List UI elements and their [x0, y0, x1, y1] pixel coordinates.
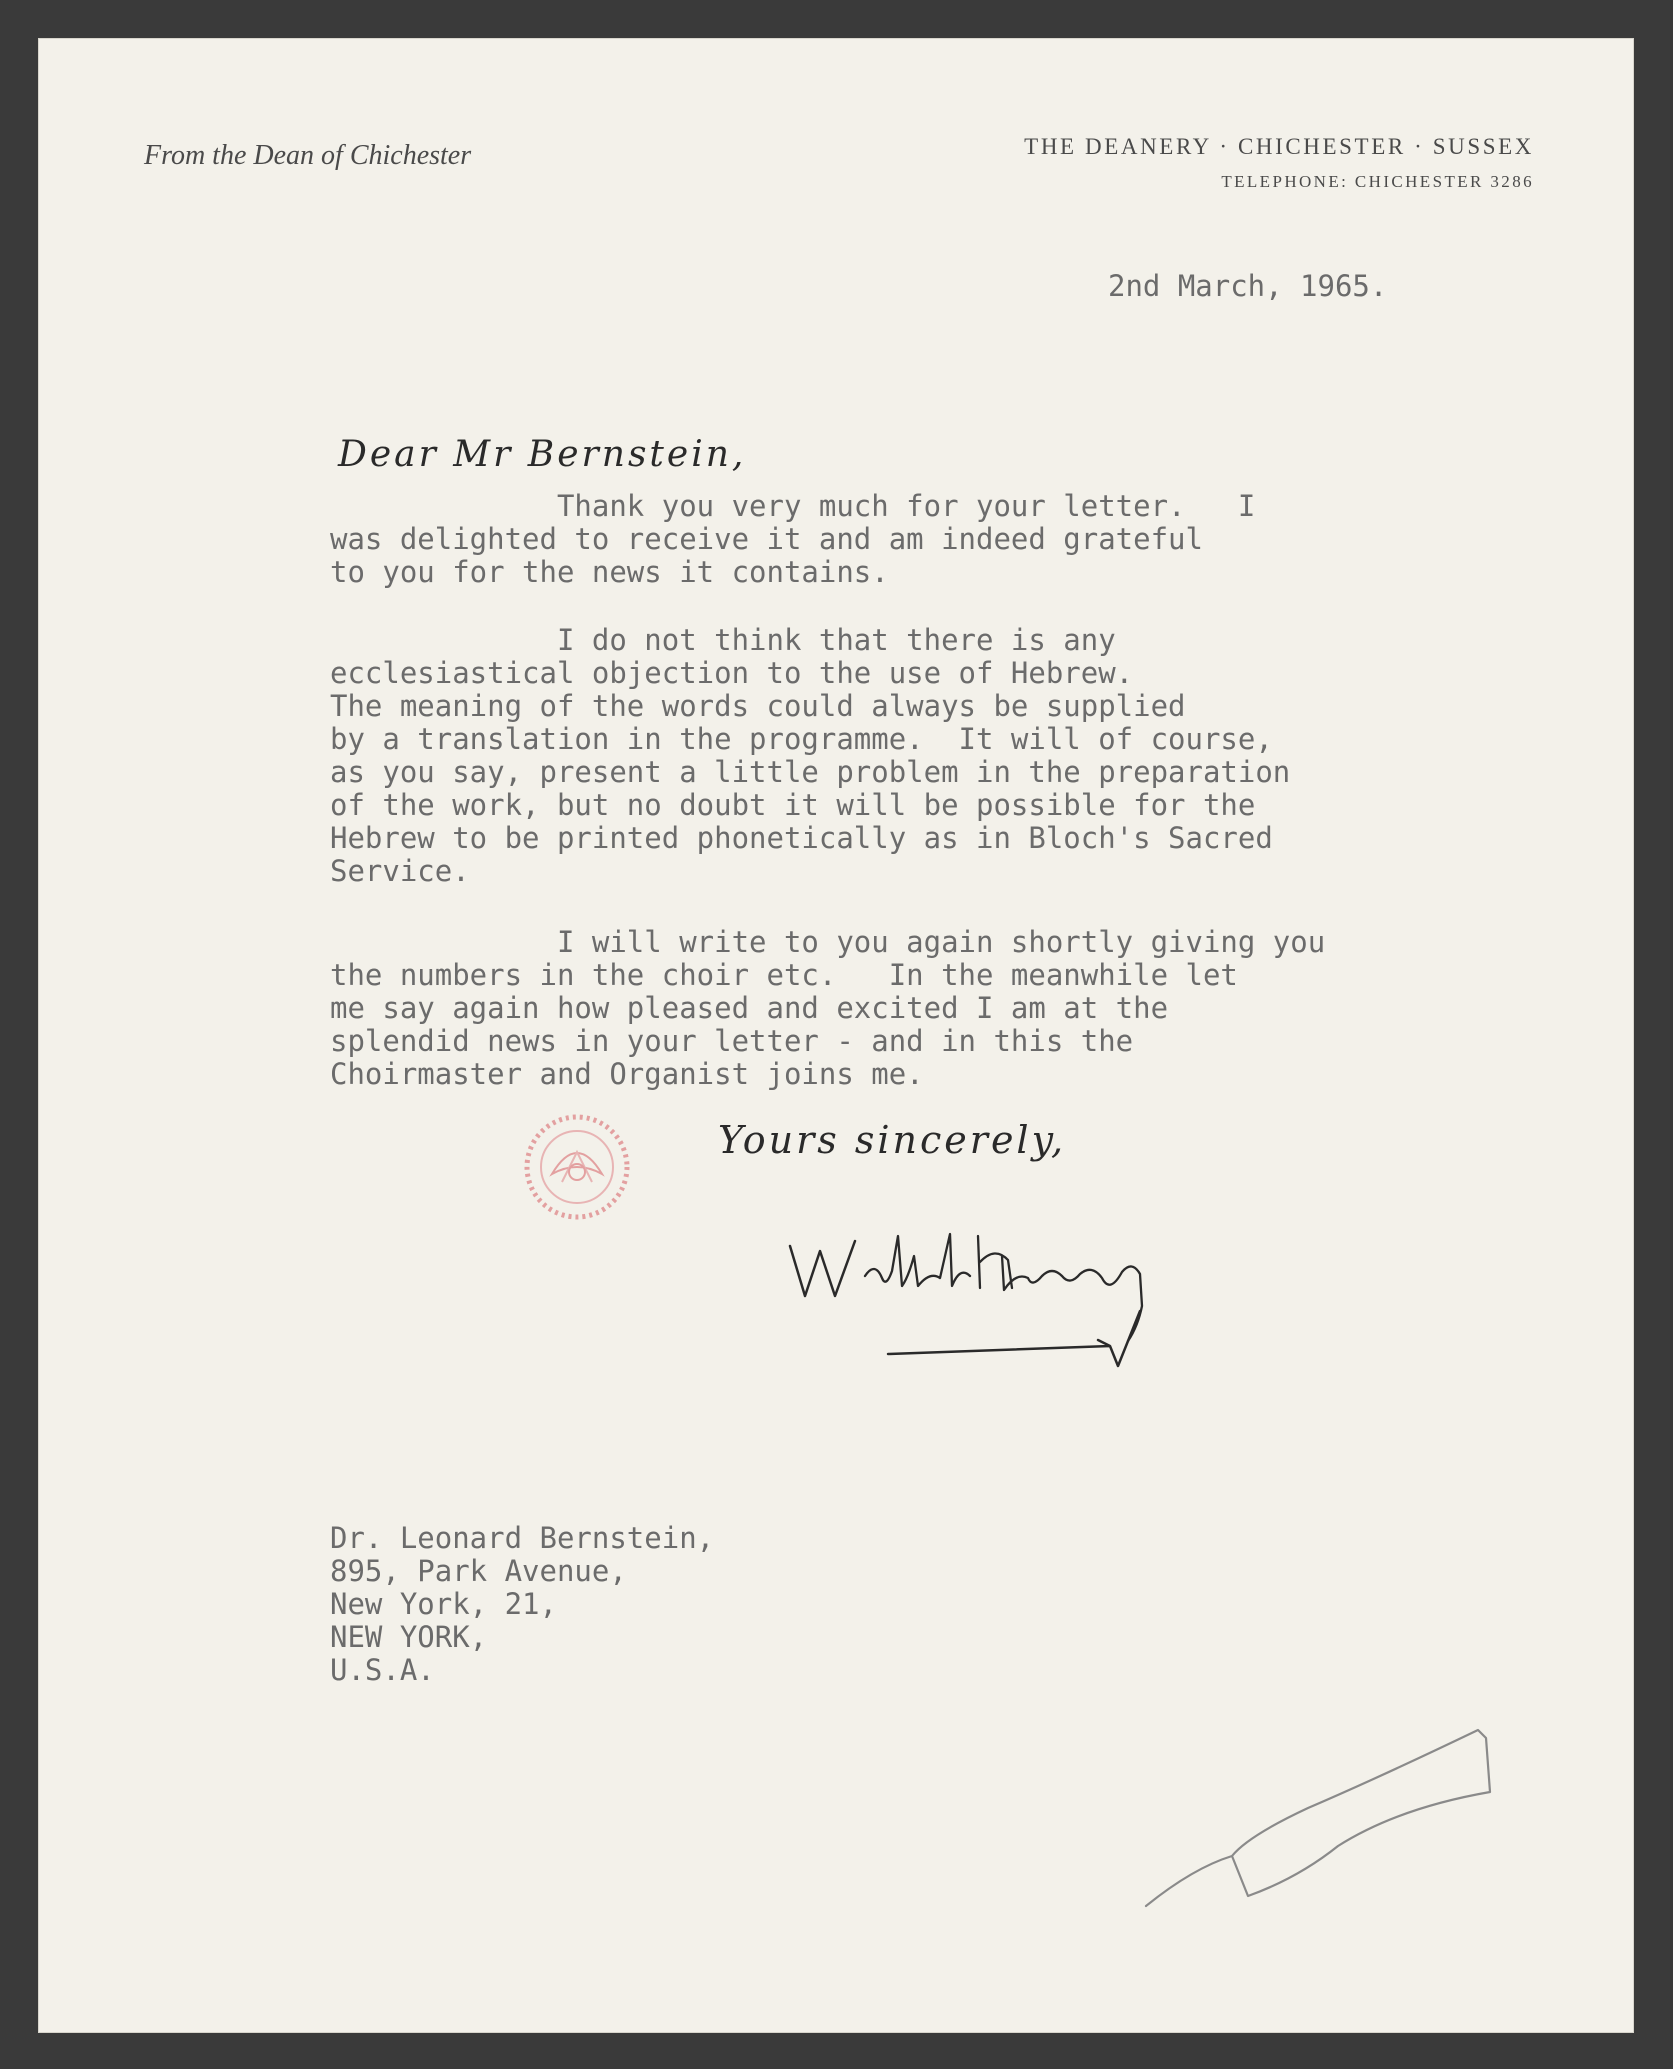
body-paragraph-2: I do not think that there is any ecclesiastical objection to the use of Hebrew. The meaning of the words could always be supplied by a translation in the programme. It will of course, as you say, present a little problem in the preparation of the work, but no doubt it will be possible for the Hebrew to be printed phonetically as in Bloch's Sacred Service. [330, 623, 1291, 888]
handwritten-closing: Yours sincerely, [718, 1118, 1067, 1162]
letter-page [38, 38, 1634, 2033]
letterhead-address-block [1024, 134, 1534, 192]
recipient-address: Dr. Leonard Bernstein, 895, Park Avenue, New York, 21, NEW YORK, U.S.A. [330, 1521, 715, 1687]
body-paragraph-1: Thank you very much for your letter. I was delighted to receive it and am indeed grateful to you for the news it contains. [330, 489, 1256, 589]
letterhead-telephone: TELEPHONE: CHICHESTER 3286 [1221, 172, 1534, 191]
handwritten-salutation: Dear Mr Bernstein, [338, 434, 747, 475]
body-paragraph-3: I will write to you again shortly giving you the numbers in the choir etc. In the meanwhile let me say again how pleased and excited I am at the splendid news in your letter - and in this the Choirmaster and Organist joins me. [330, 925, 1326, 1091]
pencil-mark-icon [1138, 1718, 1518, 1918]
handwritten-signature [780, 1216, 1220, 1386]
letterhead-address: THE DEANERY · CHICHESTER · SUSSEX [1024, 134, 1534, 159]
embossed-seal-icon [522, 1112, 632, 1222]
letter-date: 2nd March, 1965. [1108, 269, 1388, 303]
letterhead-from-line: From the Dean of Chichester [144, 140, 472, 171]
